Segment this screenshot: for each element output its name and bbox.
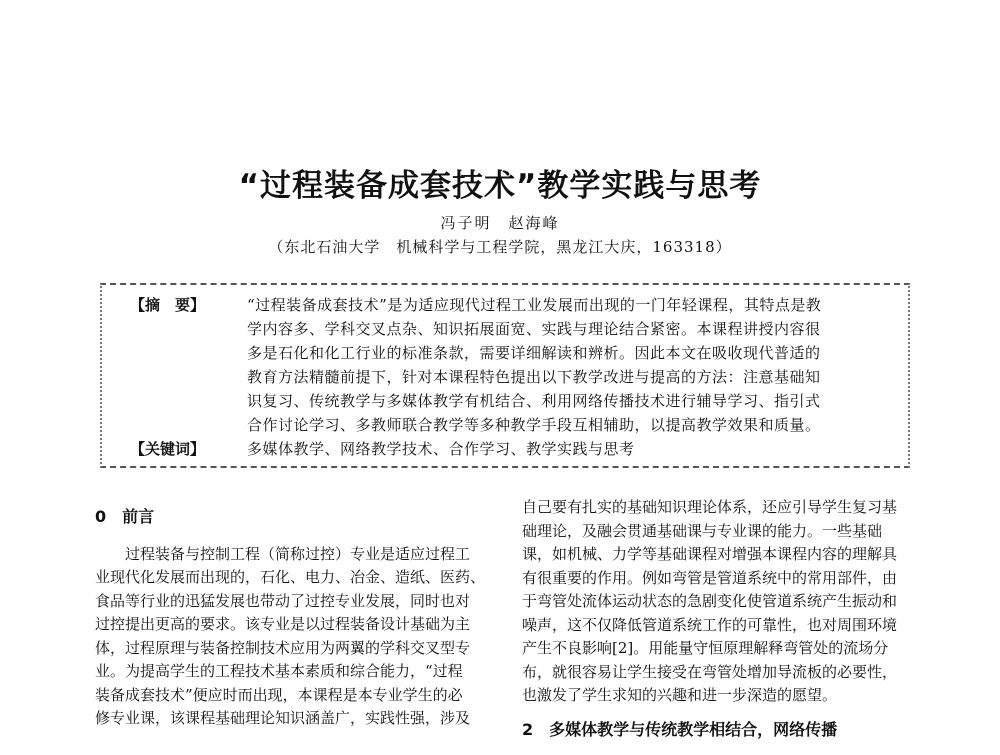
abstract-line: 多是石化和化工行业的标准条款，需要详细解读和辨析。因此本文在吸收现代普适的 bbox=[247, 344, 821, 362]
right-column bbox=[522, 496, 922, 755]
affiliation: （东北石油大学 机械科学与工程学院，黑龙江大庆，163318） bbox=[268, 238, 732, 256]
body-line: 修专业课，该课程基础理论知识涵盖广，实践性强，涉及 bbox=[95, 709, 471, 727]
keywords-text bbox=[247, 437, 917, 461]
abstract-line: 教育方法精髓前提下，针对本课程特色提出以下教学改进与提高的方法：注意基础知 bbox=[247, 368, 821, 386]
left-column bbox=[95, 505, 495, 731]
intro-paragraph bbox=[95, 543, 495, 731]
body-line: 业。为提高学生的工程技术基本素质和综合能力，“过程 bbox=[95, 662, 463, 680]
section-title: 前言 bbox=[122, 507, 155, 526]
body-line: 于弯管处流体运动状态的急剧变化使管道系统产生振动和 bbox=[522, 592, 898, 610]
authors: 冯子明 赵海峰 bbox=[440, 214, 560, 232]
body-line: 有很重要的作用。例如弯管是管道系统中的常用部件，由 bbox=[522, 568, 898, 587]
abstract-text bbox=[247, 293, 917, 437]
abstract-box bbox=[100, 283, 910, 468]
body-line: 体，过程原理与装备控制技术应用为两翼的学科交叉型专 bbox=[95, 638, 471, 657]
abstract-line: 学内容多、学科交叉点杂、知识拓展面宽、实践与理论结合紧密。本课程讲授内容很 bbox=[247, 320, 821, 338]
abstract-line: 合作讨论学习、多教师联合教学等多种教学手段互相辅助，以提高教学效果和质量。 bbox=[247, 416, 821, 434]
body-line: 课，如机械、力学等基础课程对增强本课程内容的理解具 bbox=[522, 545, 898, 563]
abstract-line: 识复习、传统教学与多媒体教学有机结合、利用网络传播技术进行辅导学习、指引式 bbox=[247, 392, 821, 410]
section-heading-partial: 2 多媒体教学与传统教学相结合，网络传播 bbox=[522, 719, 838, 739]
body-line: 过程装备与控制工程（简称过控）专业是适应过程工 bbox=[125, 544, 471, 563]
right-paragraph bbox=[522, 496, 922, 708]
body-line: 装备成套技术”便应时而出现，本课程是本专业学生的必 bbox=[95, 685, 463, 704]
body-line: 过控提出更高的要求。该专业是以过程装备设计基础为主 bbox=[95, 615, 471, 633]
body-line: 产生不良影响[2]。用能量守恒原理解释弯管处的流场分 bbox=[522, 639, 889, 657]
body-line: 噪声，这不仅降低管道系统工作的可靠性，也对周围环境 bbox=[522, 615, 898, 634]
body-line: 自己要有扎实的基础知识理论体系，还应引导学生复习基 bbox=[522, 498, 898, 516]
section-heading bbox=[95, 505, 495, 529]
body-line: 食品等行业的迅猛发展也带动了过控专业发展，同时也对 bbox=[95, 591, 471, 610]
body-line: 业现代化发展而出现的，石化、电力、冶金、造纸、医药、 bbox=[95, 568, 486, 586]
section-number: 0 bbox=[95, 507, 107, 526]
abstract-line: “过程装备成套技术”是为适应现代过程工业发展而出现的一门年轻课程，其特点是教 bbox=[247, 296, 822, 314]
body-line: 础理论，及融会贯通基础课与专业课的能力。一些基础 bbox=[522, 521, 883, 540]
paper-title: “过程装备成套技术”教学实践与思考 bbox=[238, 168, 762, 204]
keywords-label: 【关键词】 bbox=[130, 440, 206, 458]
body-line: 也激发了学生求知的兴趣和进一步深造的愿望。 bbox=[522, 686, 838, 704]
keywords-value: 多媒体教学、网络教学技术、合作学习、教学实践与思考 bbox=[247, 440, 635, 458]
abstract-label: 【摘 要】 bbox=[130, 296, 206, 314]
body-line: 布，就很容易让学生接受在弯管处增加导流板的必要性， bbox=[522, 662, 898, 681]
